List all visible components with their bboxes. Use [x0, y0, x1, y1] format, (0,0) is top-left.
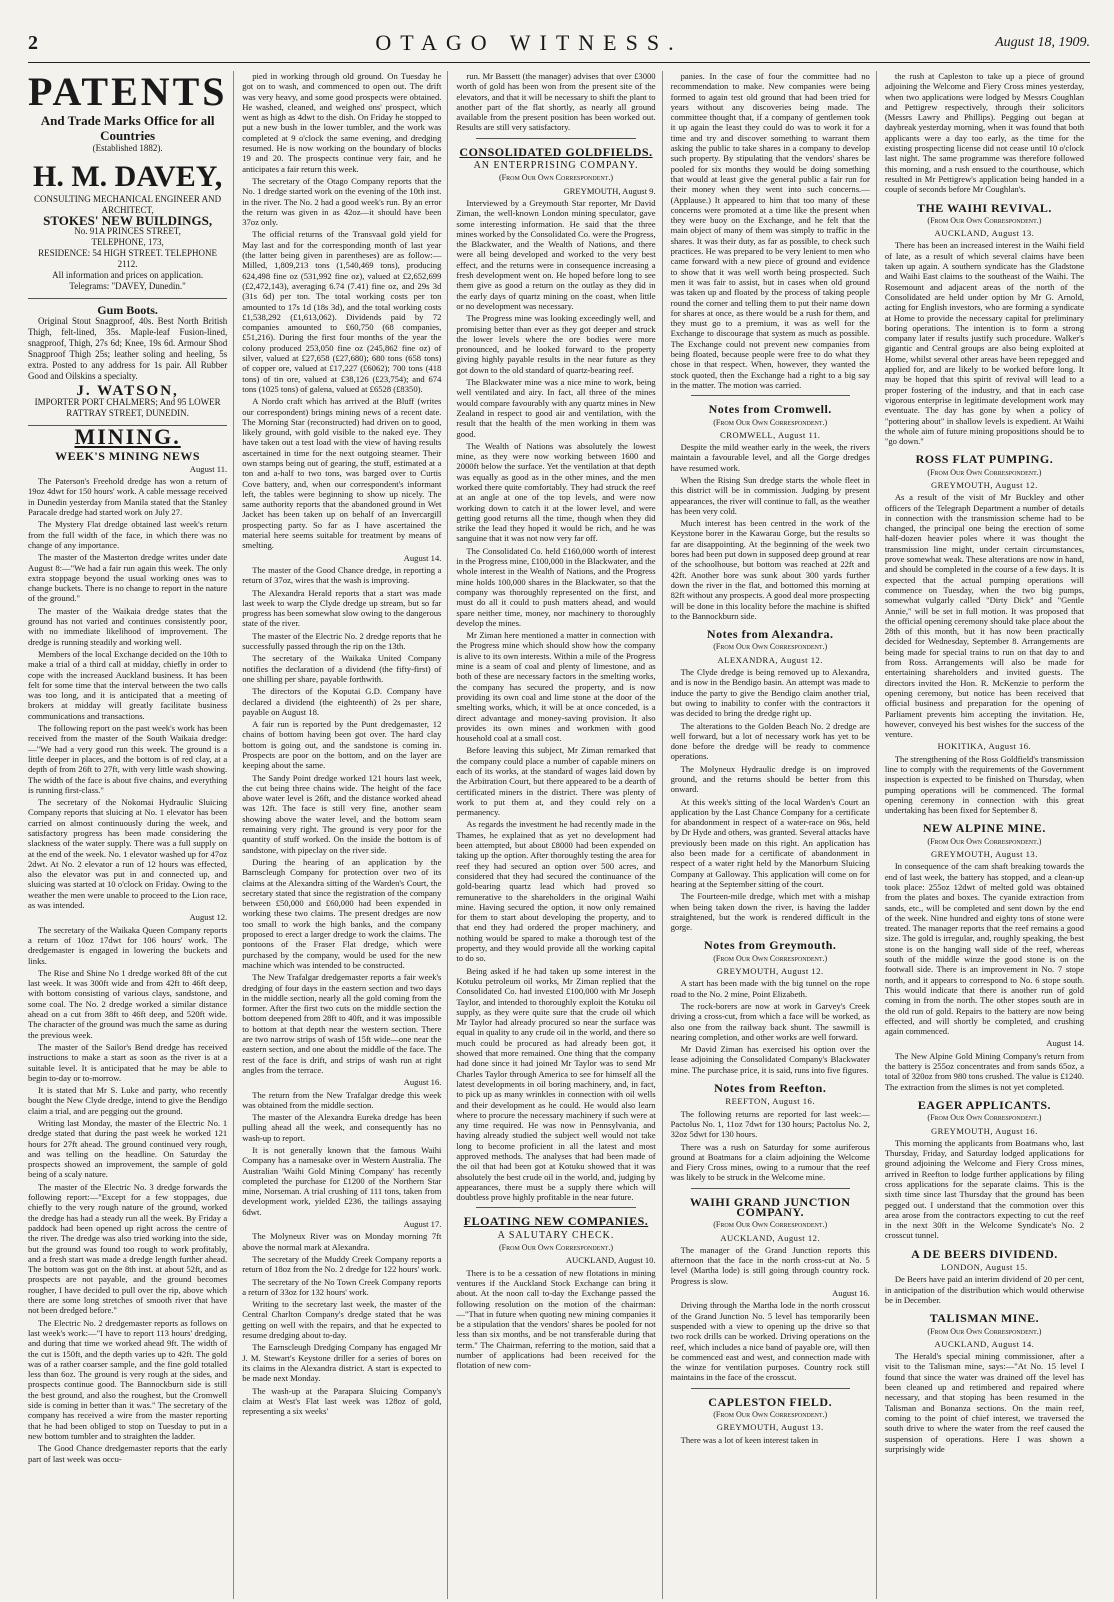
source-line: (From Our Own Correspondent.): [927, 467, 1042, 477]
paragraph: The alterations to the Golden Beach No. 2 dredge are well forward, but a lot of necessary work has yet to be done before the dredge will be ready to commence operations.: [670, 720, 870, 762]
paragraph: In consequence of the cam shaft breaking towards the end of last week, the battery has stopped, and a clean-up took place: 255oz 12dwt of melted gold was obtained from the plates and boxes. The cyanide extraction from sands, etc., will be completed and sent down by the end of the week. Nine hundred and eighty tons of stone were treated. The manager reports that the reef remains a good size. The gold is irregular, and, roughly speaking, the best stone is on the hanging wall side of the reef, whereas south of the middle winze the good stone is on the footwall side. There is an improvement in No. 7 stope north, and it appears to correspond to No. 6 stope south. This would indicate that there is another run of gold coming in from the north. The other stopes south are in the old run of gold. Repairs to the battery are now being effected, and will shortly be completed, and crushing again commenced.: [884, 861, 1085, 1037]
article-body: [671, 1245, 870, 1286]
paragraph: The master of the Electric No. 2 dredge reports that he successfully passed through the rip on the 13th.: [242, 630, 442, 652]
article-body: [671, 667, 870, 932]
column-2: [242, 71, 448, 1599]
newspaper-title: OTAGO WITNESS.: [375, 30, 683, 55]
article-body: [885, 861, 1084, 1036]
paragraph: The Electric No. 2 dredgemaster reports as follows on last week's work:—"I have to report 113 hours' dredging, and during that time we worked ahead 9ft. The width of the cut is 150ft, and the depth varies up to 42ft. The gold was of a rather coarser sample, and the fine gold totalled less than 6oz. The ground is very rough at the sides, and prospects continue good. The Bannockburn side is still the best ground, and also the roughest, but the Cromwell side is coming in better than it was." The secretary of the company has received a wire from the master reporting that he had been obliged to stop on Tuesday to put in a new bottom tumbler and to straighten the ladder.: [28, 1317, 228, 1441]
source-line: (From Our Own Correspondent.): [499, 1243, 614, 1253]
article-heading: FLOATING NEW COMPANIES.: [463, 1214, 649, 1229]
paragraph: The Mystery Flat dredge obtained last week's return from the full width of the face, in which there was no change of any importance.: [28, 519, 228, 550]
paragraph: The Blackwater mine was a nice mine to work, being well ventilated and airy. In fact, all three of the mines would compare favourably with any quartz mines in New Zealand in respect to good air and ventilation, with the result that the health of the men working in them was good.: [456, 377, 656, 439]
dateline: August 16.: [832, 1288, 870, 1299]
article-body: [242, 1231, 441, 1416]
dateline: August 16.: [403, 1077, 442, 1088]
ad-telephone: TELEPHONE, 173,: [91, 237, 164, 248]
ad-info: All information and prices on application.: [52, 270, 204, 281]
paragraph: The Good Chance dredgemaster reports that the early part of last week was occu-: [28, 1443, 228, 1464]
ad-name: H. M. DAVEY,: [33, 160, 223, 193]
paragraph: run. Mr Bassett (the manager) advises that over £3000 worth of gold has been won from the present site of the elevators, and that it will be necessary to shift the plant to another part of the flat shortly, as nearly all ground available from the present position has been worked out. Results are still very satisfactory.: [456, 71, 656, 133]
paragraph: The New Alpine Gold Mining Company's return from the battery is 255oz concentrates and from sands 65oz, a total of 320oz from 980 tons crushed. The value is £1240. The extraction from the slimes is not yet completed.: [884, 1050, 1085, 1092]
columns: [28, 71, 1090, 1599]
ad-subtitle: And Trade Marks Office for all Countries: [40, 113, 215, 143]
source-line: (From Our Own Correspondent.): [713, 953, 828, 963]
article-heading: Notes from Cromwell.: [708, 402, 832, 417]
article-body: [885, 754, 1084, 816]
paragraph: A Nordo craft which has arrived at the Bluff (writes our correspondent) brings mining news of a recent date. The Morning Star (reconstructed) had driven on to good, likely ground, with gold visible to the naked eye. They have taken out a test load with the view of having results ascertained in time for the next outgoing steamer. Their own stamps being out of gearing, the stuff, estimated at a ton and a-half to two tons, was barged over to Curtis Cove battery, and, when our correspondent's informant left, the tables were beginning to show up nicely. The same authority reports that the abandoned ground in Wet Jacket has been taken up on behalf of an Invercargill prospecting party. So far as I have ascertained the material here seems suitable for treatment by means of smelting.: [242, 396, 442, 551]
section-heading-mining: MINING.: [74, 424, 181, 450]
article-heading: WEEK'S MINING NEWS: [55, 448, 201, 463]
article-heading: TALISMAN MINE.: [929, 1311, 1040, 1326]
paragraph: At this week's sitting of the local Warden's Court an application by the Last Chance Company for a certificate for abandonment in respect of a water-race on 96s, held by Dr Hyde and others, was granted. Several attacks have previously been made on this right. An application has also been made for a certificate of abandonment in respect of a water right held by the Manorburn Sluicing Company at Galloway. This application will come on for hearing at the September sitting of the court.: [670, 796, 870, 889]
dateline: GREYMOUTH, August 13.: [716, 1422, 824, 1433]
article-heading: Notes from Alexandra.: [706, 627, 834, 642]
dateline: AUCKLAND, August 10.: [565, 1255, 656, 1266]
dateline: GREYMOUTH, August 12.: [930, 479, 1038, 490]
dateline: August 14.: [403, 552, 442, 563]
dateline: CROMWELL, August 11.: [720, 429, 821, 440]
dateline: AUCKLAND, August 12.: [720, 1232, 821, 1243]
masthead: [28, 30, 1090, 63]
paragraph: As a result of the visit of Mr Buckley and other officers of the Telegraph Department a number of details in connection with the transmission scheme had to be changed, the principal one being the erection of some half-dozen heavier poles where it was thought the transmission line might, under certain circumstances, prove somewhat weak. These alterations are now in hand, and should be completed in the course of a few days. It is expected that the actual pumping operations will commence on Tuesday, when the two big pumps, somewhat vulgarly called "Dirty Dick" and "Gentle Annie," will be set in full motion. It was proposed that the official opening ceremony should take place about the 28th of this month, but it has now been practically decided for Wednesday, September 8. Arrangements are being made for special trains to run on that day to and from Ross. Arrangements will also be made for entertaining shareholders and invited guests. The directors invited the Hon. R. McKenzie to perform the opening ceremony, but notice has been received that official business and preparation for the opening of Parliament prevents him accepting the invitation. He, however, conveyed his best wishes for the success of the venture.: [884, 492, 1085, 740]
paragraph: There was a rush on Saturday for some auriferous ground at Boatmans for a claim adjoining the Welcome and Fiery Cross mines, owing to a rumour that the reef was likely to be struck in the Welcome mine.: [670, 1141, 870, 1183]
paragraph: Despite the mild weather early in the week, the rivers maintain a favourable level, and all the Gorge dredges have resumed work.: [670, 442, 870, 473]
article-body: [671, 71, 870, 390]
column-1: [28, 71, 234, 1599]
paragraph: The master of the Good Chance dredge, in reporting a return of 37oz, wires that the wash is improving.: [242, 564, 442, 586]
paragraph: The wash-up at the Parapara Sluicing Company's claim at West's Flat last week was 128oz of gold, representing a six weeks': [242, 1385, 442, 1417]
paragraph: The master of the Sailor's Bend dredge has received instructions to make a start as soon as the river is at a suitable level. It is anticipated that he may be able to begin to-day or to-morrow.: [28, 1041, 228, 1083]
paragraph: Driving through the Martha lode in the north crosscut of the Grand Junction No. 5 level has temporarily been suspended with a view to opening up the drive so that two rock drills can be worked. Driving operations on the reef, which includes a nice band of payable ore, will then be commenced east and west, and connection made with the winze for ventilation purposes. Country rock still maintains in the face of the crosscut.: [670, 1300, 870, 1383]
paragraph: The master of the Masterton dredge writes under date August 8:—"We had a fair run again this week. The only extra stoppage beyond the usual working ones was to change buckets. There is no change to report in the nature of the ground.": [28, 552, 228, 604]
article-body: [671, 1109, 870, 1183]
paragraph: The secretary of the Muddy Creek Company reports a return of 18oz from the No. 2 dredge for 122 hours' work.: [242, 1253, 442, 1275]
paragraph: The Sandy Point dredge worked 121 hours last week, the cut being three chains wide. The height of the face above water level is 26ft, and the distance worked ahead was 12ft. The face is still very fine, another seam showing above the water level, and the bottom seam remaining very right. The ground is very poor for the quantity of stuff worked. On the inside the bottom is of sandstone, with pipeclay on the river side.: [242, 772, 442, 855]
article-heading: CAPLESTON FIELD.: [708, 1394, 833, 1409]
dateline: HOKITIKA, August 16.: [937, 741, 1032, 752]
page-number: 2: [28, 31, 38, 54]
article-body: [885, 71, 1084, 195]
ad-address: No. 91A PRINCES STREET,: [74, 226, 181, 237]
paragraph: Writing to the secretary last week, the master of the Central Charlton Company's dredge stated that he was getting on well with the repairs, and that he expected to resume dredging about to-day.: [242, 1299, 442, 1341]
ad-residence: RESIDENCE: 54 HIGH STREET. TELEPHONE 2112.: [38, 248, 218, 270]
ad-title: PATENTS: [28, 71, 228, 114]
dateline: August 12.: [189, 912, 228, 923]
paragraph: Being asked if he had taken up some interest in the Kotuku petroleum oil works, Mr Ziman replied that the Consolidated Co. had invested £100,000 with Mr Joseph Taylor, and intended to thoroughly exploit the Kotuku oil supply, as they were quite sure that the crude oil which Mr Taylor had already procured so near the surface was equal in quality to any crude oil in the world, and there so much could be procured as had already been got, it showed that more remained. One thing that the company had done since it had joined Mr Taylor was to send Mr Charles Taylor through America to see for himself all the latest developments in oil boring machinery, and, in fact, to pick up as many wrinkles in connection with oil wells and their development as he could. He would also learn where to procure the necessary machinery if such were at any time required. He was now in Pennsylvania, and having already studied the subject well would not take long to become proficient in all the latest and most approved methods. The analyses that had been made of the oil that had been got at Kotuku showed that it was absolutely the best crude oil in the world, and, judging by appearances, there must be a supply there which will doubtless prove highly profitable in the near future.: [456, 965, 656, 1203]
paragraph: Much interest has been centred in the work of the Keystone borer in the Kawarau Gorge, but the results so far are disappointing. At the beginning of the week two bores had been put down in supposed deep ground at rear of the schoolhouse, but bottom was reached at 22ft and 42ft. Another bore was sunk about 300 yards further down the river in the flat, and bottomed this morning at 82ft without any prospects. A good deal more prospecting will be done in this locality before the machine is shifted to the Bannockburn side.: [670, 518, 870, 621]
paragraph: The rock-borers are now at work in Garvey's Creek driving a cross-cut, from which a face will be worked, as also one from the railway back shunt. The sawmill is nearing completion, and other works are well forward.: [670, 1000, 870, 1042]
paragraph: The master of the Alexandra Eureka dredge has been pulling ahead all the week, and consequently has no wash-up to report.: [242, 1112, 442, 1143]
article-heading: CONSOLIDATED GOLDFIELDS.: [459, 144, 653, 159]
paragraph: the rush at Capleston to take up a piece of ground adjoining the Welcome and Fiery Cross mines yesterday, when two applications were lodged by Messrs Coughlan and Pettigrew respectively, through their solicitors (Messrs Lawry and Phillips). Pegging out began at daybreak yesterday morning, when it was found that both applicants were a day too early, as the time for the existing prospecting license did not cease until 10 o'clock last night. The same programme was therefore followed this morning, and a rush ensued to the courthouse, which resulted in Mr Pettigrew's application being handed in a couple of seconds before Mr Coughlan's.: [884, 71, 1085, 195]
issue-date: August 18, 1909.: [995, 35, 1090, 50]
gum-boots-advert: [28, 305, 227, 426]
paragraph: A fair run is reported by the Punt dredgemaster, 12 chains of bottom having been got over. The hard clay bottom is going out, and the sandstone is coming in. Prospects are poor on the bottom, and on the layer are keeping about the same.: [242, 719, 442, 771]
article-body: [671, 442, 870, 621]
column-3: [456, 71, 662, 1599]
article-heading: THE WAIHI REVIVAL.: [916, 200, 1052, 215]
divider: [691, 1388, 850, 1389]
ad-boots-heading: Gum Boots.: [97, 303, 158, 318]
dateline: GREYMOUTH, August 13.: [930, 849, 1038, 860]
paragraph: When the Rising Sun dredge starts the whole fleet in this district will be in commission. Judging by present appearances, the river will continue to fall, as the weather has been very cold.: [670, 474, 870, 516]
source-line: (From Our Own Correspondent.): [713, 1410, 828, 1420]
ad-building: STOKES' NEW BUILDINGS,: [43, 213, 213, 228]
dateline: GREYMOUTH, August 12.: [716, 966, 824, 977]
paragraph: As regards the investment he had recently made in the Thames, he explained that as yet no development had been attempted, but about £8000 had been expended on taking up the option. After thoroughly testing the area for reef they had secured an option over 500 acres, and considered that they had secured the continuance of the gold-bearing quartz lead which had proved so remunerative to the shareholders in the original Waihi mine. Having secured the option, it now only remained for them to start about developing the property, and to that end they had ordered the proper machinery, and nothing would be spared to make a thorough test of the property, and they would provide all the working capital to do so.: [456, 819, 656, 964]
paragraph: The secretary of the No Town Creek Company reports a return of 33oz for 132 hours' work.: [242, 1276, 442, 1297]
paragraph: The New Trafalgar dredgemaster reports a fair week's dredging of four days in the eastern section and two days in the middle section, nearly all the gold coming from the former. After the first two cuts on the middle section the bottom deepened from 28ft to 40ft, and it was impossible to bottom at that depth near the western section. There are two narrow strips of wash of 15ft wide—one near the eastern section, and one about the middle of the face. The rest of the face is drift, and strips of wash run at right angles from the terrace.: [242, 972, 442, 1075]
divider: [691, 395, 850, 396]
ad-telegrams: Telegrams: "DAVEY, Dunedin.": [69, 281, 186, 292]
paragraph: Writing last Monday, the master of the Electric No. 1 dredge stated that during the past week he worked 121 hours for 27ft ahead. The ground continued very rough, and was telling on the headline. On Saturday the prospects showed an improvement, the sample of gold being of a scaly nature.: [28, 1118, 228, 1180]
dateline: LONDON, August 15.: [941, 1262, 1028, 1273]
dateline: GREYMOUTH, August 9.: [563, 185, 656, 196]
article-heading: WAIHI GRAND JUNCTION COMPANY.: [689, 1194, 851, 1219]
article-body: [885, 492, 1084, 739]
divider: [476, 138, 635, 139]
paragraph: Mr David Ziman has exercised his option over the lease adjoining the Consolidated Company's Blackwater mine. The purchase price, it is said, runs into five figures.: [670, 1044, 870, 1075]
article-body: [885, 1138, 1084, 1241]
paragraph: The return from the New Trafalgar dredge this week was obtained from the middle section.: [242, 1089, 442, 1110]
paragraph: There has been an increased interest in the Waihi field of late, as a result of which several claims have been taken up again. A southern syndicate has the Gladstone and Waihi East claims to the southeast of the Waihi. The Rosemount and adjacent areas of the north of the Consolidated are held under option by Mr G. Arnold, acting for English investors, who are forming a syndicate at Home to provide the necessary capital for preliminary boring operations. The intention is to form a strong company later if results justify such procedure. Walker's gigantic and Central groups are also being exploited at Home, whilst several other areas have been repegged and applied for, and are likely to be worked before long. It may be hoped that this spirit of revival will lead to a proper fostering of the industry, and that in each case vigorous enterprise in legitimate development work may eventuate. The day has gone by when a policy of "pottering about" in shallow levels is expedient. At Waihi the whole aim of future mining propositions should be to "go down.": [884, 240, 1085, 447]
paragraph: The Molyneux Hydraulic dredge is on improved ground, and the returns should be better from this onward.: [670, 763, 870, 795]
article-body: [885, 1351, 1084, 1454]
paragraph: The Rise and Shine No 1 dredge worked 8ft of the cut last week. It was 300ft wide and from 42ft to 46ft deep, with bottom consisting of various clays, sandstone, and some coal. The No. 2 dredge worked a similar distance ahead on a cut from 38ft to 46ft deep, and 520ft wide. The character of the ground was much the same as during the previous week.: [28, 967, 228, 1040]
paragraph: Interviewed by a Greymouth Star reporter, Mr David Ziman, the well-known London mining speculator, gave some interesting information. He said that the three mines worked by the Consolidated Co. were the Progress, the Blackwater, and the Wealth of Nations, and there were all being developed and worked to the very best effect, and the returns were in consequence increasing a fresh development went on. He hoped before long to see them give as good a return on the outlay as they did in the early days of quartz mining on the coast, when little or no development was necessary.: [456, 197, 656, 311]
dateline: August 11.: [189, 463, 228, 474]
source-line: (From Our Own Correspondent.): [927, 1326, 1042, 1336]
ad-profession: CONSULTING MECHANICAL ENGINEER AND ARCHITECT,: [34, 194, 222, 215]
article-heading: A DE BEERS DIVIDEND.: [911, 1246, 1058, 1261]
paragraph: A start has been made with the big tunnel on the rope road to the No. 2 mine, Point Elizabeth.: [670, 978, 870, 999]
article-heading: NEW ALPINE MINE.: [923, 821, 1046, 836]
paragraph: De Beers have paid an interim dividend of 20 per cent, in anticipation of the distribution which would otherwise be in December.: [884, 1274, 1085, 1305]
paragraph: The Consolidated Co. held £160,000 worth of interest in the Progress mine, £100,000 in the Blackwater, and the whole interest in the Wealth of Nations, and the Progress mine holds 100,000 shares in the Blackwater, so that the company was thoroughly represented on the first, and must do all it could to push matters ahead, and would spare neither time, money, nor machinery to thoroughly develop the mines.: [456, 545, 656, 628]
paragraph: The Progress mine was looking exceedingly well, and promising better than ever as they got deeper and struck the lower levels where the ore bodies were more pronounced, and he looked forward to the property giving highly payable results in the near future as they got down to the old standard of quartz-bearing reef.: [456, 313, 656, 375]
paragraph: The Fourteen-mile dredge, which met with a mishap when being taken down the river, is having the ladder straightened, but the work is rendered difficult in the gorge.: [670, 891, 870, 933]
dateline: August 14.: [1046, 1038, 1085, 1049]
source-line: (From Our Own Correspondent.): [927, 836, 1042, 846]
paragraph: There was a lot of keen interest taken in: [680, 1434, 819, 1445]
paragraph: It is not generally known that the famous Waihi Company has a namesake over in Western Australia. The Australian 'Waihi Gold Mining Company' has recently completed the purchase for £1200 of the Northern Star mine, Norseman. A trial crushing of 111 tons, taken from development work, yielded £236, the tailings assaying 6dwt.: [242, 1144, 442, 1217]
article-body: [671, 1435, 870, 1445]
source-line: (From Our Own Correspondent.): [713, 642, 828, 652]
ad-boots-address: IMPORTER PORT CHALMERS; And 95 LOWER RATTRAY STREET, DUNEDIN.: [34, 397, 221, 419]
article-body: [671, 978, 870, 1075]
dateline: ALEXANDRA, August 12.: [717, 654, 823, 665]
paragraph: The master of the Electric No. 3 dredge forwards the following report:—"Except for a few stoppages, due chiefly to the very rough nature of the ground, worked the dredge has had a steady run all the week. By Friday a paddock had been opened up right across the centre of the river. The dredge was also tried working into the side, but the ground was found too rough to work profitably, and a fresh start was made a dredge length further ahead. The bottom was got on the 8th inst. at about 52ft, and as prospects are not payable, and the ground becomes rougher, I have decided to pull over the rip, above which there are some long stretches of smooth river that have not been dredged before.": [28, 1181, 228, 1316]
source-line: (From Our Own Correspondent.): [927, 1113, 1042, 1123]
article-heading: ROSS FLAT PUMPING.: [915, 452, 1054, 467]
paragraph: The Molyneux River was on Monday morning 7ft above the normal mark at Alexandra.: [242, 1231, 442, 1252]
paragraph: panies. In the case of four the committee had no recommendation to make. New companies were being formed to again test old ground that had been tried for years without any discoveries being made. The committee thought that, if a company of gentlemen took it up again the least they could do was to work it for a time and try and discover something to warrant them asking the public to take shares in a company to develop such property. By stipulating that the vendors' shares be pooled for six months they would be doing something that would at least give the general public a fair run for their money when they went into such concerns.—(Applause.) It appeared to him that too many of these concerns were promoted at a time like the present when they were buoy on the Exchange, and he felt that the main object of many of them was simply to traffic in the shares. It was their duty, as far as possible, to check such practices. He was prepared to be very lenient to men who came forward with a new piece of ground and evidence to show that it was well worth being prospected. Such men it was fair to assist, but in cases when old ground was taken up and floated by the process of taking people round the corner and telling them to put their name down for shares at once, as there would be a rush for them, and they must go to a premium, it was as well for the Exchange to discourage that system as much as possible. The Exchange could not prevent new companies from being floated, because people were free to do what they chose in that respect. When, however, they wanted the stock quoted, then the Exchange had a right to a big say in the matter. The motion was carried.: [670, 71, 870, 390]
article-body: [456, 71, 655, 133]
article-heading: EAGER APPLICANTS.: [917, 1097, 1051, 1112]
article-body: [885, 240, 1084, 446]
source-line: (From Our Own Correspondent.): [927, 215, 1042, 225]
article-body: [456, 198, 655, 1203]
paragraph: The Earnscleugh Dredging Company has engaged Mr J. M. Stewart's Keystone driller for a series of bores on its claims in the Alexandra district. A start is expected to be made next Monday.: [242, 1342, 442, 1384]
ad-established: (Established 1882).: [92, 143, 163, 153]
paragraph: The secretary of the Waikaka United Company notifies the declaration of a dividend (the fifty-first) of one shilling per share, payable forthwith.: [242, 653, 442, 684]
divider: [476, 1207, 635, 1208]
article-body: [885, 1051, 1084, 1092]
dateline: August 17.: [403, 1219, 442, 1230]
paragraph: The strengthening of the Ross Goldfield's transmission line to comply with the requirements of the Government inspection is expected to be finished on Thursday, when pumping operations will be commenced. The formal opening ceremony in connection with this great undertaking has been fixed for September 8.: [884, 753, 1085, 816]
paragraph: Before leaving this subject, Mr Ziman remarked that the company could place a number of capable miners on each of its works, at the standard of wages laid down by the Arbitration Court, but there appeared to be a dearth of certificated miners in the district. There was plenty of work to put them at, and they could rely on a permanency.: [456, 745, 656, 818]
paragraph: The directors of the Koputai G.D. Company have declared a dividend (the eighteenth) of 2s per share, payable on August 18.: [242, 686, 442, 717]
source-line: (From Our Own Correspondent.): [713, 1220, 828, 1230]
paragraph: The Wealth of Nations was absolutely the lowest mine, as they were now working between 1600 and 2000ft below the surface. Yet the ventilation at that depth was equally as good as in the other mines, and the men worked there quite comfortably. They had struck the reef at an angle at one of the top levels, and were now working down to catch it at the lower level, and were getting good returns all the time, though when they did strike the lead they hoped it would be rich, and he was sanguine that it was not now very far off.: [456, 440, 656, 544]
column-4: [671, 71, 877, 1599]
source-line: (From Our Own Correspondent.): [499, 173, 614, 183]
article-body: [28, 925, 227, 1464]
paragraph: The secretary of the Waikaka Queen Company reports a return of 10oz 17dwt for 106 hours' work. The dredgemaster is engaged in lowering the buckets and links.: [28, 924, 228, 966]
paragraph: There is to be a cessation of new flotations in mining ventures if the Auckland Stock Exchange can bring it about. At the noon call to-day the Exchange passed the following resolution on the motion of the chairman:—"That in future when quoting new mining companies it be a stipulation that the vendors' shares be pooled for not less than six months, and be not transferable during that term." The Chairman, referring to the motion, said that a number of applications had been received for the flotation of new com-: [456, 1267, 656, 1371]
paragraph: The master of the Waikaia dredge states that the ground has not varied and continues consistently poor, with no immediate likelihood of improvement. The dredge is running steadily and working well.: [28, 605, 228, 647]
paragraph: During the hearing of an application by the Barnscleugh Company for protection over two of its claims at the Alexandra sitting of the Warden's Court, the secretary stated that since the registration of the company between £50,000 and £60,000 had been expended in working these two claims. The present dredges are now too small to work the high banks, and the company proposed to erect a larger dredge to work the claims. The pontoons of the Fraser Flat dredge, which were purchased by the company, would be used for the new machine which was intended to be constructed.: [242, 856, 442, 970]
article-body: [885, 1274, 1084, 1305]
paragraph: Members of the local Exchange decided on the 10th to make a trial of a third call at midday, chiefly in order to cope with the increased Auckland business. It has been felt for some time that the interval between the two calls was too long, and it is anticipated that a meeting of brokers at midday will greatly facilitate business communications and transactions.: [28, 648, 228, 721]
paragraph: The manager of the Grand Junction reports this afternoon that the face in the north cross-cut at No. 5 level (Martha lode) is still going through country rock. Progress is slow.: [670, 1244, 870, 1286]
article-body: [242, 71, 441, 551]
column-5: [885, 71, 1090, 1599]
dateline: GREYMOUTH, August 16.: [930, 1125, 1038, 1136]
article-subheading: AN ENTERPRISING COMPANY.: [473, 160, 639, 172]
article-heading: Notes from Greymouth.: [704, 938, 837, 953]
paragraph: This morning the applicants from Boatmans who, last Thursday, Friday, and Saturday lodged applications for ground adjoining the Welcome and Fiery Cross mines, arrived in Reefton to lodge further applications by filing cross applications for the separate claims. This is the sixth time since last Thursday that the ground has been pegged out. I understand that the commotion over this area arose from the contractors expecting to cut the reef in the next 30ft in the Welcome Syndicate's No. 2 crosscut tunnel.: [884, 1137, 1085, 1241]
article-body: [242, 565, 441, 1075]
dateline: AUCKLAND, August 14.: [934, 1338, 1035, 1349]
divider: [691, 1188, 850, 1189]
ad-boots-name: J. WATSON,: [76, 383, 179, 400]
article-body: [671, 1300, 870, 1382]
paragraph: The secretary of the Otago Company reports that the No. 1 dredge started work on the evening of the 10th inst. in the river. The No. 2 had a good week's run. By an error the return was given in as 42oz—it should have been 37oz only.: [242, 175, 442, 228]
article-body: [456, 1268, 655, 1371]
article-heading: Notes from Reefton.: [714, 1081, 827, 1096]
paragraph: The Herald's special mining commissioner, after a visit to the Talisman mine, says:—"At No. 15 level I found that since the water was drained off the level has been cleaned up and retimbered and repaired where necessary, and that stoping has been resumed in the Talisman and Bonanza sections. On the main reef, coming to the point of chief interest, we traversed the south drive to where the water from the reef caused the suspension of operations. Here I was shown a surprisingly wide: [884, 1351, 1085, 1454]
paragraph: The Paterson's Freehold dredge has won a return of 19oz 4dwt for 150 hours' work. A cable message received in Dunedin yesterday from Manila stated that the Stanley Paracale dredge had started work on July 27.: [28, 476, 228, 518]
paragraph: The following report on the past week's work has been received from the master of the South Waikaia dredge:—"We had a very good run this week. The ground is a little deeper in places, and the bottom is of red clay, at a depth of from 26ft to 27ft, with very little wash showing. The width of the face is about five chains, and everything is running first-class.": [28, 723, 228, 795]
article-subheading: A SALUTARY CHECK.: [497, 1229, 615, 1241]
article-body: [28, 476, 227, 910]
paragraph: The official returns of the Transvaal gold yield for May last and for the corresponding month of last year (the latter being given in parentheses) are as follow:—Milled, 1,809,213 tons (1,540,469 tons), producing 624,498 fine oz (531,992 fine oz), valued at £2,652,699 (£2,472,143), averaging 6.74 (7.41) fine oz, and 29s 3d (31s 6d) per ton. The total working costs per ton amounted to 17s 1d (18s 3d), and the total working costs £1,538,292 (£1,613,062). Dividends paid by 72 companies amounted to £60,750 (68 companies, £51,216). During the first four months of the year the colony produced 253,050 fine oz (245,862 fine oz) of silver, valued at £27,658 (£27,680); 680 tons (658 tons) of copper ore, valued at £17,227 (£6062); 700 tons (418 tons) of tin ore, valued at £38,126 (£23,754); and 674 tons (1025 tons) of galena, valued at £6528 (£8350).: [242, 229, 442, 394]
paragraph: The secretary of the Nokomai Hydraulic Sluicing Company reports that sluicing at No. 1 elevator has been carried on almost continuously during the week, and satisfactory progress has been made considering the slackness of the water supply. There was a full supply on at the end of the week. No. 1 elevator washed up for 47oz 2dwt. At No. 2 elevator a run of 12 hours was effected, also the elevator was put in and connected up, and sluicing was started at 10 o'clock on Friday. Owing to the weather the men were unable to proceed to the Lion race, as was intended.: [28, 797, 228, 911]
dateline: REEFTON, August 16.: [725, 1096, 815, 1107]
paragraph: The Alexandra Herald reports that a start was made last week to warp the Clyde dredge up stream, but so far progress has been somewhat slow owing to the dangerous state of the river.: [242, 587, 442, 629]
paragraph: It is stated that Mr S. Luke and party, who recently bought the New Clyde dredge, intend to give the Bendigo claim a trial, and are pegging out the ground.: [28, 1085, 228, 1116]
paragraph: The following returns are reported for last week:—Pactolus No. 1, 11oz 7dwt for 130 hours; Pactolus No. 2, 32oz 5dwt for 130 hours.: [670, 1108, 870, 1140]
patents-advert: [28, 71, 227, 299]
paragraph: The Clyde dredge is being removed up to Alexandra, and is now in the Bendigo basin. An attempt was made to induce the party to give the Bendigo claim another trial, but owing to inability to confer with the contractors it was decided to bring the dredge right up.: [670, 667, 870, 719]
source-line: (From Our Own Correspondent.): [713, 417, 828, 427]
paragraph: Mr Ziman here mentioned a matter in connection with the Progress mine which should show how the company is alive to its own interests. Within a mile of the Progress mine is a seam of coal and plenty of limestone, and as both of these are necessary factors in the smelting works, the company has secured the property, and is now providing its own coal and lime stone at the door of the smelting works, which, it will be at once conceded, is a direct advantage and money-saving provision. It also provides its own mines and workmen with good household coal at a small cost.: [456, 630, 656, 744]
article-body: [242, 1090, 441, 1218]
dateline: AUCKLAND, August 13.: [934, 228, 1035, 239]
ad-boots-text: Original Stout Snagproof, 40s. Best North British Thigh, felt-lined, 35s. Maple-leaf Fusion-lined, snagproof, Thigh, 27s 6d; Knee, 19s 6d. Armour Shod Snagproof Thigh 25s; leather soling and heeling, 5s extra. Posted to any address for 1s pair. All Rubber Good and Oilskins a specialty.: [28, 316, 228, 382]
paragraph: pied in working through old ground. On Tuesday he got on to wash, and commenced to open out. The drift was very heavy, and some good prospects were obtained. He washed, cleaned, and weighed ons' prospect, which went as high as 4dwt to the dish. On Friday he stopped to put a new bush in the lower tumbler, and the work was completed at 9 o'clock the same evening, and dredging resumed. He is now working on the boundary of blocks 19 and 20. The prospects continue very fair, and he anticipates a fair return this week.: [242, 71, 442, 174]
